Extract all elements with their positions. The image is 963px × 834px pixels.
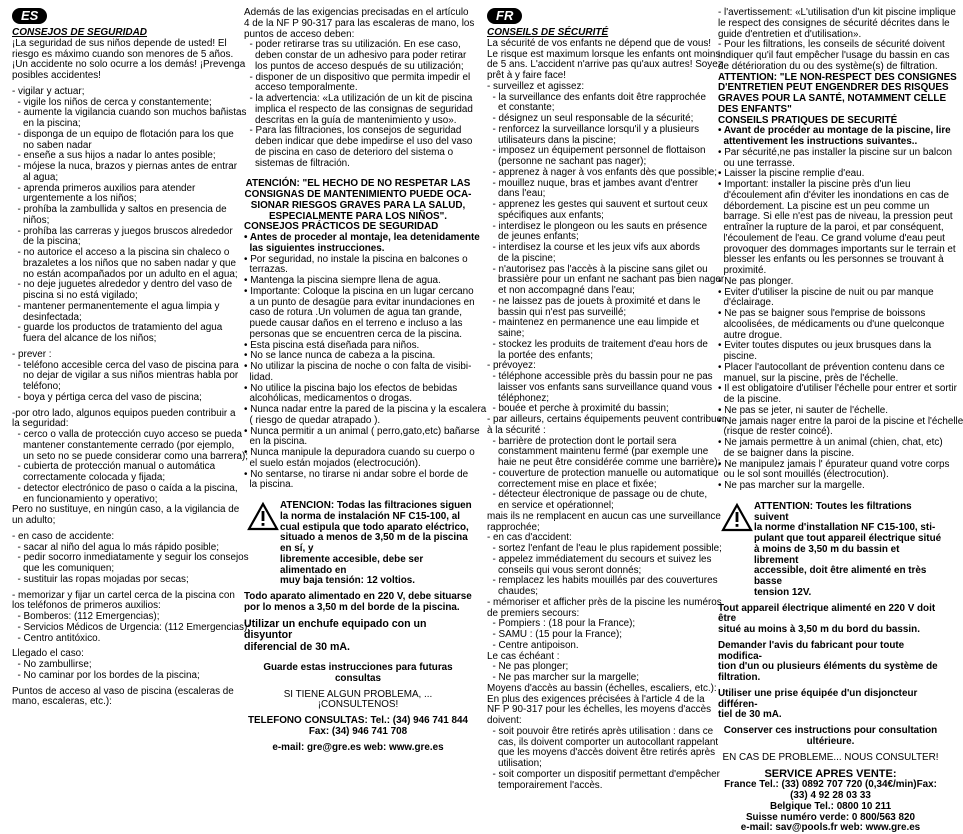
fr-text-line: haie ne peut être considérée comme une barrière); <box>487 457 721 468</box>
fr-text-line: conseils qui vous seront donnés; <box>487 564 642 576</box>
es-text-line: - en caso de accidente: <box>12 530 115 542</box>
es-text-line: -por otro lado, algunos equipos pueden contribuir a <box>12 407 236 419</box>
es-warning-line: situado a menos de 3,50 m de la piscina en sí, y <box>280 532 468 554</box>
es-text-line: - No zambullirse; <box>12 659 92 670</box>
es-text-line: • Nunca nadar entre la pared de la piscina y la escalera <box>244 404 487 415</box>
es-text-line: - vigilar y actuar; <box>12 85 85 97</box>
es-text-line: alcohólicas, medicamentos o drogas. <box>244 393 412 405</box>
es-plug-line: Utilizar un enchufe equipado con un disyuntor <box>244 617 427 641</box>
fr-text-line: • Eviter toutes disputes ou jeux brusques dans la <box>718 340 932 352</box>
fr-text-line: chaudes; <box>487 586 539 597</box>
fr-warning-line: tension 12V. <box>754 586 812 598</box>
fr-text-line: cas, ils doivent comporter un autocollant rappelant <box>487 736 719 748</box>
fr-text-line: La sécurité de vos enfants ne dépend que de vous! <box>487 37 711 49</box>
fr-text-line: de premiers secours: <box>487 607 580 619</box>
fr-text-line: - soit comporter un dispositif permettant d'empêcher <box>487 768 720 780</box>
fr-text-line: - Ne pas marcher sur la margelle; <box>487 672 640 683</box>
es-text-line: acceso temporalmente. <box>244 82 358 94</box>
fr-text-line: • Ne pas marcher sur la margelle. <box>718 480 865 491</box>
es-text-line: los puntos de acceso después de su utilización; <box>244 60 464 72</box>
es-220v-note <box>244 592 472 614</box>
es-warning-line: ATENCION: Todas las filtraciones siguen <box>280 500 472 511</box>
fr-text-line: barrage. Si elle n'est pas de niveau, la pression peut <box>718 211 953 223</box>
fr-safety-advice <box>487 27 726 791</box>
es-text-line: sistemas de filtración. <box>244 157 350 169</box>
es-text-line: - no deje juguetes alrededor y dentro del vaso de <box>12 279 233 291</box>
fr-text-line: - couverture de protection manuelle ou automatique <box>487 467 719 479</box>
es-text-line: ESPECIALMENTE PARA LOS NIÑOS". <box>268 210 448 222</box>
es-text-line: CONSIGNAS DE MANTENIMIENTO PUEDE OCA- <box>244 189 472 200</box>
es-phone: TELEFONO CONSULTAS: Tel.: (34) 946 741 844 <box>247 715 469 726</box>
fr-plug-line: tiel de 30 mA. <box>718 709 782 721</box>
fr-practical-advice <box>718 7 963 492</box>
fr-contact-line: Belgique Tel.: 0800 10 211 <box>769 800 892 812</box>
es-text-line: lidad. <box>244 371 274 383</box>
fr-text-line: - mouillez nuque, bras et jambes avant d'entrer <box>487 177 699 189</box>
fr-text-line: - n'autorisez pas l'accès à la piscine sans gilet ou <box>487 263 708 275</box>
fr-text-line: GRAVES POUR LA SANTÉ, NOTAMMENT CELLE <box>718 93 947 104</box>
fr-text-line: - par ailleurs, certains équipements peuvent contribuer <box>487 414 726 425</box>
es-text-line: - Bomberos: (112 Emergencias); <box>12 611 160 622</box>
es-safety-advice <box>12 27 251 708</box>
fr-warning-line: accessible, doit être alimenté en très basse <box>754 565 927 587</box>
es-text-line: Pero no sustituye, en ningún caso, a la vigilancia de <box>12 504 240 516</box>
fr-text-line: - stockez les produits de traitement d'eau hors de <box>487 338 708 350</box>
fr-text-line: Le cas échéant : <box>487 650 560 662</box>
fr-text-line: rapprochée; <box>487 521 540 533</box>
fr-service-title: SERVICE APRES VENTE: <box>764 768 897 781</box>
es-text-line: - mantener permanentemente el agua limpia y <box>12 300 220 312</box>
es-text-line: fuera del alcance de los niños; <box>12 333 157 344</box>
fr-text-line: utilisateurs dans la piscine; <box>487 134 616 146</box>
es-text-line: que les comuniquen; <box>12 563 115 574</box>
fr-text-line: en service et opérationnel; <box>487 500 614 511</box>
fr-contacts <box>718 780 943 834</box>
fr-text-line: piscine. <box>718 351 757 362</box>
es-text-line: - vigile los niños de cerca y constantemente; <box>12 96 212 108</box>
fr-text-line: ou une terrasse. <box>718 157 795 169</box>
es-text-line: la seguridad: <box>12 418 69 430</box>
fr-text-line: • Placer l'autocollant de prévention contenu dans ce <box>718 361 945 373</box>
es-text-line: brazaletes a los niños que no saben nadar y que <box>12 257 236 269</box>
fr-text-line: - bouée et perche à proximité du bassin; <box>487 403 669 415</box>
es-text-line: - disponer de un dispositivo que permita impedir el <box>244 71 471 83</box>
fr-warning-line: la norme d'installation NF C15-100, sti- <box>754 522 936 534</box>
es-text-line: - mójese la nuca, brazos y piernas antes de entrar <box>12 161 238 172</box>
es-text-line: en la piscina. <box>244 436 308 448</box>
fr-text-line: utilisation; <box>487 758 542 769</box>
fr-text-line: • Ne pas se baigner sous l'emprise de boissons <box>718 308 926 319</box>
es-text-line: un seto no se puede considerar como una barrera); <box>12 450 249 462</box>
es-text-line: deben indicar que debe impedirse el uso del vaso <box>244 136 473 147</box>
fr-text-line: • Ne pas se jeter, ni sauter de l'échelle. <box>718 404 889 416</box>
es-text-line: correctamente colocada y fijada; <box>12 472 166 483</box>
es-text-line: teléfono; <box>12 381 61 392</box>
fr-text-line: correctement mise en place et fixée; <box>487 478 657 490</box>
fr-text-line: • Par sécurité,ne pas installer la piscine sur un balcon <box>718 146 952 158</box>
fr-text-line: constamment maintenu fermé (par exemple une <box>487 446 709 458</box>
es-text-line: en funcionamiento y operativo; <box>12 493 158 505</box>
es-text-line: - pedir socorro inmediatamente y seguir los consejos <box>12 552 249 564</box>
fr-text-line: alcoolisées, de médicaments ou d'une quelconque <box>718 318 945 330</box>
es-text-line: desinfectada; <box>12 311 82 323</box>
es-text-line: la piscina. <box>244 479 294 491</box>
fr-text-line: - imposez un équipement personnel de flottaison <box>487 145 706 157</box>
fr-text-line: et constante; <box>487 102 555 114</box>
fr-warning-line: pulant que tout appareil électrique situé <box>754 533 942 544</box>
es-text-line: riesgo es máximo cuando son menores de 5 años. <box>12 48 234 60</box>
fr-text-line: guide d'entretien et d'utilisation». <box>718 28 862 40</box>
fr-warning-line: à moins de 3,50 m du bassin et librement <box>754 543 900 566</box>
fr-text-line: de se baigner dans la piscine. <box>718 447 855 459</box>
fr-text-line: • Avant de procéder au montage de la piscine, lire <box>718 125 951 137</box>
fr-text-line: d'écoulement afin d'éviter les inondations en cas de <box>718 189 950 201</box>
es-text-line: - sacar al niño del agua lo más rápido posible; <box>12 541 219 553</box>
es-electrical-warning <box>244 501 472 587</box>
es-text-line: piscina si no está vigilado; <box>12 290 138 301</box>
fr-220v-line: situé au moins à 3,50 m du bord du bassin. <box>718 624 920 635</box>
es-text-line: mantener constantemente cerrado (por ejemplo, <box>12 439 235 451</box>
fr-text-line: • Eviter d'utiliser la piscine de nuit ou par manque <box>718 286 934 298</box>
fr-text-line: et non accompagné dans l'eau; <box>487 285 635 296</box>
es-text-line: • Nunca manipule la depuradora cuando su cuerpo o <box>244 447 475 458</box>
es-text-line: el suelo están mojados (electrocución). <box>244 457 421 469</box>
es-text-line: en la piscina; <box>12 118 81 129</box>
fr-manufacturer-advice <box>718 641 943 684</box>
es-text-line: caso de rotura .Un volumen de agua tan grande, <box>244 307 462 319</box>
fr-text-line: indiquer qu'il faut empêcher l'usage du bassin en cas <box>718 50 950 61</box>
es-text-line: - prohíba la zambullida y saltos en presencia de <box>12 204 227 215</box>
fr-text-line: - remplacez les habits mouillés par des couvertures <box>487 575 718 587</box>
es-220v-line: por lo menos a 3,50 m del borde de la piscina. <box>244 601 460 613</box>
fr-advice-line: Demander l'avis du fabricant pour toute modifica- <box>718 639 905 662</box>
fr-text-line: téléphonez; <box>487 392 550 404</box>
es-text-line: - Para las filtraciones, los consejos de seguridad <box>244 125 462 137</box>
es-text-line: - poder retirarse tras su utilización. En ese caso, <box>244 39 461 51</box>
fr-text-line: le respect des consignes de sécurité décrites dans le <box>718 17 950 29</box>
fr-text-line: - Pompiers : (18 pour la France); <box>487 618 636 630</box>
fr-advice-line: tion d'un ou plusieurs éléments du système de <box>718 661 938 673</box>
es-text-line: puntos de acceso deben: <box>244 28 355 40</box>
fr-220v-note <box>718 604 943 636</box>
es-text-line: • Nunca permitir a un animal ( perro,gato,etc) bañarse <box>244 425 480 437</box>
es-text-line: no están acompañados por un adulto en el agua; <box>12 268 238 280</box>
fr-text-line: entraîner la rupture de la paroi, et par conséquent, <box>718 222 944 233</box>
fr-text-line: CONSEILS PRATIQUES DE SECURITÉ <box>718 114 898 126</box>
es-text-line: • No se lance nunca de cabeza a la piscina. <box>244 350 436 362</box>
es-text-line: mano, escaleras, etc.): <box>12 696 112 708</box>
fr-text-line: • Laisser la piscine remplie d'eau. <box>718 168 865 180</box>
es-text-line: - cerco o valla de protección cuyo acceso se pueda <box>12 429 242 440</box>
fr-text-line: - en cas d'accident: <box>487 532 572 544</box>
es-text-line: - aumente la vigilancia cuando son muchos bañistas <box>12 107 247 119</box>
fr-text-line: • Ne pas plonger. <box>718 275 794 287</box>
fr-text-line: - ne laissez pas de jouets à proximité et dans le <box>487 295 701 307</box>
fr-keep-line: Conserver ces instructions pour consultation <box>723 725 938 736</box>
es-text-line: - guarde los productos de tratamiento del agua <box>12 322 223 334</box>
es-text-line: los teléfonos de primeros auxilios: <box>12 600 161 612</box>
fr-text-line: prêt à y faire face! <box>487 70 567 81</box>
es-text-line: ¡La seguridad de sus niños depende de usted! El <box>12 37 227 49</box>
es-text-line: - detector electrónico de paso o caída a la piscina, <box>12 482 238 494</box>
fr-column-1 <box>487 8 726 791</box>
es-text-line: - Servicios Médicos de Urgencia: (112 Emergencias); <box>12 621 251 633</box>
fr-text-line: DES ENFANTS" <box>718 103 792 115</box>
es-text-line: - prever : <box>12 348 52 360</box>
fr-text-line: - Centre antipoison. <box>487 639 579 651</box>
fr-text-line: (personne ne sachant pas nager); <box>487 156 647 167</box>
es-text-line: 4 de la NF P 90-317 para las escaleras de mano, los <box>244 17 475 29</box>
es-text-line: • Mantenga la piscina siempre llena de agua. <box>244 275 441 286</box>
es-text-line: • Importante: Coloque la piscina en un lugar cercano <box>244 285 474 297</box>
fr-text-line: temporairement l'accès. <box>487 779 603 791</box>
warning-triangle-icon <box>248 503 278 530</box>
fr-text-line: blesser les enfants ou les personnes se trouvant à <box>718 254 944 266</box>
fr-text-line: brassière pour un enfant ne sachant pas bien nager <box>487 274 725 286</box>
es-text-line: ( riesgo de quedar atrapado ). <box>244 414 381 426</box>
fr-text-line: - prévoyez: <box>487 360 536 372</box>
fr-text-line: ATTENTION: "LE NON-RESPECT DES CONSIGNES <box>718 71 957 83</box>
fr-text-line: - soit pouvoir être retirés après utilisation : dans ce <box>487 725 714 737</box>
fr-text-line: - Ne pas plonger; <box>487 661 569 673</box>
es-warning-line: muy baja tensión: 12 voltios. <box>280 575 415 587</box>
fr-keep-instructions <box>718 726 943 748</box>
es-text-line: - No caminar por los bordes de la piscina; <box>12 669 200 681</box>
es-email-web: e-mail: gre@gre.es web: www.gre.es <box>272 741 444 753</box>
es-text-line: puede causar daños en el terreno e incluso a las <box>244 318 463 329</box>
fr-text-line: - barrière de protection dont le portail sera <box>487 435 677 447</box>
es-text-line: al agua; <box>12 171 59 183</box>
fr-problem-line: EN CAS DE PROBLEME... NOUS CONSULTER! <box>722 751 939 763</box>
es-text-line: - la advertencia: «La utilización de un kit de piscina <box>244 93 473 104</box>
es-warning-line: libremente accesible, debe ser alimentado en <box>280 553 424 576</box>
es-text-line: • Por seguridad, no instale la piscina en balcones o <box>244 253 468 265</box>
fr-text-line: - la surveillance des enfants doit être rapprochée <box>487 91 707 103</box>
es-language-badge: ES <box>12 8 47 24</box>
es-text-line: • No sentarse, no tirarse ni andar sobre el borde de <box>244 468 469 480</box>
fr-text-line: D'ENTRETIEN PEUT ENGENDRER DES RISQUES <box>718 82 949 94</box>
es-text-line: de piscina en caso de deterioro del sistema o <box>244 146 454 158</box>
fr-text-line: • Ne manipulez jamais l' épurateur quand votre corps <box>718 458 950 470</box>
fr-text-line: laisser vos enfants sans surveillance quand vous <box>487 381 713 393</box>
es-220v-line: Todo aparato alimentado en 220 V, debe situarse <box>244 591 472 602</box>
es-text-line: las siguientes instrucciones. <box>244 242 385 254</box>
es-text-line: niños; <box>12 214 50 226</box>
fr-text-line: - renforcez la surveillance lorsqu'il y a plusieurs <box>487 123 700 135</box>
fr-plug-line: Utiliser une prise équipée d'un disjoncteur différen- <box>718 687 918 710</box>
fr-text-line: - mémoriser et afficher près de la piscine les numéros <box>487 596 722 608</box>
es-text-line: no saben nadar <box>12 139 92 151</box>
es-text-line: CONSEJOS DE SEGURIDAD <box>12 27 148 38</box>
es-text-line: - teléfono accesible cerca del vaso de piscina para <box>12 359 239 371</box>
es-text-line: - cubierta de protección manual o automática <box>12 461 216 473</box>
es-warning-line: la norma de instalación NF C15-100, al <box>280 510 461 522</box>
es-text-line: Puntos de acceso al vaso de piscina (escaleras de <box>12 685 234 697</box>
es-text-line: • No utilice la piscina bajo los efectos de bebidas <box>244 382 458 394</box>
fr-text-line: • Il est obligatoire d'utiliser l'échelle pour entrer et sortir <box>718 383 957 395</box>
fr-text-line: - SAMU : (15 pour la France); <box>487 629 623 640</box>
es-column-1 <box>12 8 251 708</box>
fr-text-line: • Ne jamais nager entre la paroi de la piscine et l'échelle <box>718 415 963 427</box>
fr-text-line: - Pour les filtrations, les conseils de sécurité doivent <box>718 39 945 51</box>
es-text-line: de la piscina; <box>12 236 81 248</box>
fr-contact-line: France Tel.: (33) 0892 707 720 (0,34€/min)Fax: <box>724 779 937 791</box>
fr-contact-line: Suisse numéro verde: 0 800/563 820 <box>745 811 916 823</box>
es-keep-instructions: Guarde estas instrucciones para futuras consultas <box>263 662 453 684</box>
fr-warning-line: ATTENTION: Toutes les filtrations suivent <box>754 500 912 523</box>
es-text-line: ¡Un accidente no solo ocurre a los demás! ¡Prevenga <box>12 59 246 71</box>
fr-text-line: d'éclairage. <box>718 297 774 309</box>
fr-text-line: proximité. <box>718 265 767 276</box>
fr-text-line: • Ne jamais permettre à un animal (chien, chat, etc) <box>718 437 943 448</box>
fr-text-line: NF P 90-317 pour les échelles, les moyens d'accès <box>487 704 712 716</box>
fr-text-line: - interdisez la course et les jeux vifs aux abords <box>487 242 700 253</box>
fr-text-line: autre drogue. <box>718 329 783 341</box>
fr-text-line: - apprenez à nager à vos enfants dès que possible; <box>487 166 718 178</box>
fr-plug-note <box>718 689 943 721</box>
fr-text-line: - apprenez les gestes qui sauvent et surtout ceux <box>487 199 708 210</box>
fr-220v-line: Tout appareil électrique alimenté en 220 V doit être <box>718 602 936 625</box>
es-text-line: - disponga de un equipo de flotación para los que <box>12 128 234 140</box>
fr-text-line: de la piscine; <box>487 252 556 264</box>
fr-language-badge: FR <box>487 8 522 24</box>
fr-text-line: de 5 ans. L'accident n'arrive pas qu'aux autres! Soyez <box>487 59 723 71</box>
es-plug-line: diferencial de 30 mA. <box>244 640 350 653</box>
fr-electrical-warning <box>718 502 943 599</box>
fr-text-line: l'écoulement de l'eau. Ce grand volume d'eau peut <box>718 232 945 244</box>
fr-text-line: provoquer des dommages importants sur le terrain et <box>718 243 956 255</box>
fr-keep-line: ultérieure. <box>806 735 855 747</box>
es-column-2 <box>244 7 487 753</box>
fr-text-line: de jeunes enfants; <box>487 231 579 243</box>
fr-text-line: doivent: <box>487 715 522 726</box>
es-text-line: - boya y pértiga cerca del vaso de piscina; <box>12 391 202 403</box>
es-text-line: - aprenda primeros auxilios para atender <box>12 182 196 194</box>
fr-text-line: - l'avertissement: «L'utilisation d'un kit piscine implique <box>718 7 956 18</box>
es-text-line: - sustituir las ropas mojadas por secas; <box>12 573 189 585</box>
es-text-line: implica el respecto de las consignas de seguridad <box>244 103 473 115</box>
es-text-line: no dejar de vigilar a sus niños mientras habla por <box>12 370 239 382</box>
es-text-line: • Antes de proceder al montaje, lea detenidamente <box>244 232 480 243</box>
es-practical-advice <box>244 7 487 491</box>
fr-column-2 <box>718 7 963 834</box>
es-text-line: Llegado el caso: <box>12 648 84 660</box>
es-text-line: SIONAR RIESGOS GRAVES PARA LA SALUD, <box>250 199 466 211</box>
fr-text-line: ou le sol sont mouillés (électrocution). <box>718 469 889 481</box>
es-text-line: - no autorice el acceso a la piscina sin chaleco o <box>12 247 230 258</box>
fr-text-line: CONSEILS DE SÉCURITÉ <box>487 27 609 38</box>
es-plug-note <box>244 619 472 654</box>
es-text-line: descritas en la guía de mantenimiento y uso». <box>244 114 457 126</box>
fr-text-line: - désignez un seul responsable de la sécurité; <box>487 113 694 124</box>
fr-text-line: Le risque est maximum lorsque les enfants ont moins <box>487 48 721 60</box>
fr-text-line: bassin qui n'est pas surveillé; <box>487 306 627 318</box>
fr-text-line: - détecteur électronique de passage ou de chute, <box>487 489 708 501</box>
fr-text-line: la portée des enfants; <box>487 349 593 361</box>
fr-advice-line: filtration. <box>718 672 761 683</box>
es-text-line: urgentemente a los niños; <box>12 193 137 205</box>
fr-text-line: que les moyens d'accès doivent être retirés après <box>487 747 716 759</box>
warning-triangle-icon <box>722 504 752 531</box>
fr-text-line: - téléphone accessible près du bassin pour ne pas <box>487 371 713 382</box>
fr-text-line: - interdisez le plongeon ou les sauts en présence <box>487 220 708 232</box>
es-text-line: • Esta piscina está diseñada para niños. <box>244 339 420 351</box>
fr-text-line: à la sécurité : <box>487 424 546 436</box>
fr-text-line: • Important: installer la piscine près d'un lieu <box>718 179 911 190</box>
fr-text-line: dans l'eau; <box>487 188 546 200</box>
es-text-line: - memorizar y fijar un cartel cerca de la piscina con <box>12 589 235 601</box>
fr-text-line: spécifiques aux enfants; <box>487 209 604 221</box>
fr-text-line: - surveillez et agissez: <box>487 80 585 92</box>
es-text-line: Además de las exigencias precisadas en el artículo <box>244 7 469 18</box>
fr-contact-line: e-mail: sav@pools.fr web: www.gre.es <box>740 822 921 834</box>
fr-text-line: (risque de rester coincé). <box>718 426 833 438</box>
es-text-line: - Centro antitóxico. <box>12 632 101 644</box>
es-text-line: - enseñe a sus hijos a nadar lo antes posible; <box>12 150 216 162</box>
fr-text-line: de la piscine. <box>718 394 782 405</box>
fr-text-line: mais ils ne remplacent en aucun cas une surveillance <box>487 510 721 522</box>
fr-text-line: - maintenez en permanence une eau limpide et <box>487 317 699 329</box>
fr-contact-line: (33) 4 92 28 03 33 <box>790 790 871 801</box>
es-problem-line: SI TIENE ALGUN PROBLEMA, ...¡CONSULTENOS! <box>283 688 433 711</box>
fr-text-line: débordement. La piscine est un peu comme un <box>718 200 930 212</box>
fr-text-line: Moyens d'accès au bassin (échelles, escaliers, etc.): <box>487 682 717 694</box>
es-text-line: ATENCIÓN: "EL HECHO DE NO RESPETAR LAS <box>245 178 471 190</box>
es-text-line: CONSEJOS PRÁCTICOS DE SEGURIDAD <box>244 221 439 233</box>
fr-text-line: saine; <box>487 328 525 339</box>
fr-text-line: attentivement les instructions suivantes.. <box>718 136 918 147</box>
es-text-line: • No utilizar la piscina de noche o con falta de visibi- <box>244 361 472 372</box>
es-fax: Fax: (34) 946 741 708 <box>308 725 408 737</box>
fr-text-line: - appelez immédiatement du secours et suivez les <box>487 553 712 565</box>
es-warning-line: cual estipula que todo aparato eléctrico, <box>280 521 469 533</box>
es-text-line: - prohíba las carreras y juegos bruscos alrededor <box>12 225 233 237</box>
fr-text-line: - sortez l'enfant de l'eau le plus rapidement possible; <box>487 543 722 554</box>
es-text-line: posibles accidentes! <box>12 70 101 81</box>
es-text-line: personas que se encuentren cerca de la piscina. <box>244 328 462 340</box>
es-text-line: terrazas. <box>244 264 288 276</box>
es-text-line: deben constar de un adhesivo para poder retirar <box>244 50 467 61</box>
fr-text-line: En plus des exigences précisées à l'article 4 de la <box>487 693 705 705</box>
fr-text-line: de détérioration du ou des système(s) de filtration. <box>718 60 938 72</box>
es-text-line: a un punto de desagüe para evitar inundaciones en <box>244 296 475 308</box>
es-text-line: un adulto; <box>12 515 56 526</box>
fr-text-line: manuel, sur la piscine, près de l'échelle. <box>718 372 899 384</box>
